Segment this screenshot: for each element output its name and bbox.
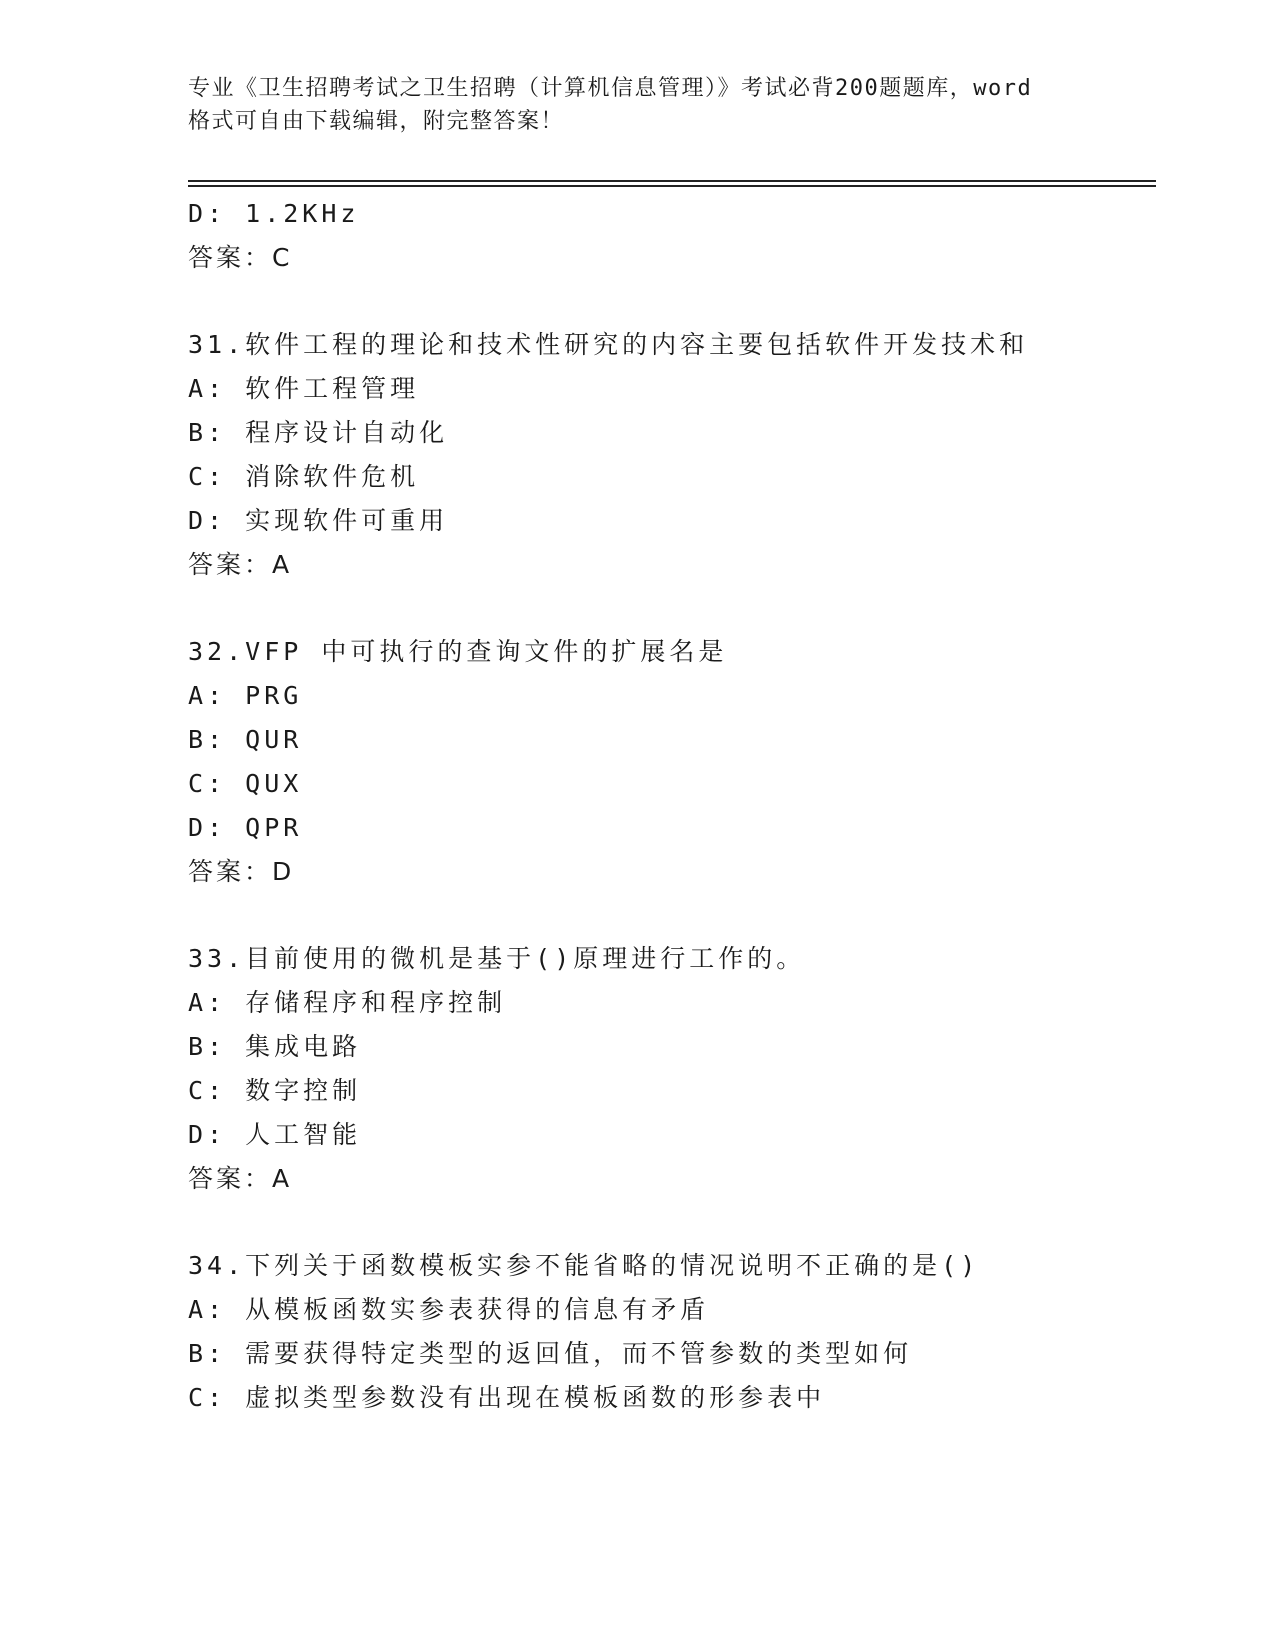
header-divider-bottom — [188, 185, 1156, 187]
question-32-option-b: B: QUR — [188, 725, 303, 754]
question-33-answer: 答案：A — [188, 1164, 293, 1193]
question-31-option-d: D: 实现软件可重用 — [188, 506, 449, 535]
question-33-option-b: B: 集成电路 — [188, 1032, 362, 1061]
question-34-option-c: C: 虚拟类型参数没有出现在模板函数的形参表中 — [188, 1383, 826, 1412]
question-31-option-b: B: 程序设计自动化 — [188, 418, 449, 447]
question-32-option-c: C: QUX — [188, 769, 303, 798]
document-header — [188, 72, 1108, 138]
question-32-answer: 答案：D — [188, 857, 295, 886]
question-33-option-c: C: 数字控制 — [188, 1076, 362, 1105]
question-32-option-d: D: QPR — [188, 813, 303, 842]
prev-option-d: D: 1.2KHz — [188, 199, 360, 228]
question-31-option-c: C: 消除软件危机 — [188, 462, 420, 491]
question-32-stem: 32.VFP 中可执行的查询文件的扩展名是 — [188, 637, 728, 666]
header-line-2: 格式可自由下载编辑，附完整答案！ — [188, 109, 565, 134]
question-33-option-a: A: 存储程序和程序控制 — [188, 988, 507, 1017]
question-34-option-b: B: 需要获得特定类型的返回值，而不管参数的类型如何 — [188, 1339, 913, 1368]
question-34-option-a: A: 从模板函数实参表获得的信息有矛盾 — [188, 1295, 710, 1324]
prev-answer: 答案：C — [188, 243, 293, 272]
header-divider-top — [188, 180, 1156, 182]
question-31-option-a: A: 软件工程管理 — [188, 374, 420, 403]
question-31-stem: 31.软件工程的理论和技术性研究的内容主要包括软件开发技术和 — [188, 330, 1029, 359]
question-32-option-a: A: PRG — [188, 681, 303, 710]
header-line-1: 专业《卫生招聘考试之卫生招聘（计算机信息管理）》考试必背200题题库，word — [188, 76, 1033, 101]
question-31-answer: 答案：A — [188, 550, 293, 579]
question-34-stem: 34.下列关于函数模板实参不能省略的情况说明不正确的是() — [188, 1251, 980, 1280]
question-33-option-d: D: 人工智能 — [188, 1120, 362, 1149]
question-33-stem: 33.目前使用的微机是基于()原理进行工作的。 — [188, 944, 806, 973]
